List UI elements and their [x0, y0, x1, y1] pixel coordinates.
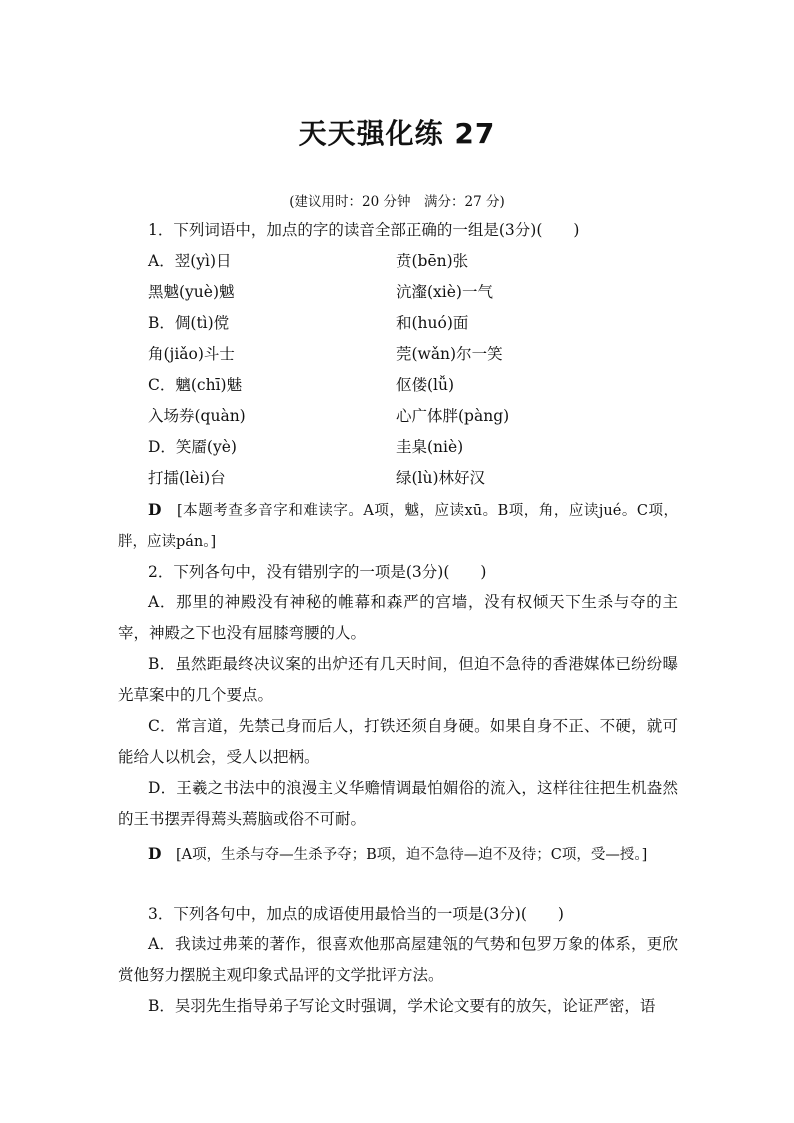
page-subtitle: (建议用时：20 分钟 满分：27 分) [289, 194, 505, 210]
q2-answer-explanation: [A项，生杀与夺—生杀予夺；B项，迫不急待—迫不及待；C项，受—授。] [175, 847, 648, 863]
q1-answer-explanation: [本题考查多音字和难读字。A项，魆，应读xū。B项，角，应读jué。C项，胖，应读pán。] [118, 503, 678, 550]
question-3-stem: 3．下列各句中，加点的成语使用最恰当的一项是(3分)( ) [148, 905, 564, 923]
q1-option-row-6-right: 心广体胖(pàng) [396, 407, 510, 425]
q2-answer [118, 838, 678, 871]
q1-option-row-5-left: C．魑(chī)魅 [148, 376, 243, 394]
q1-answer-letter: D [148, 500, 162, 519]
q1-option-row-4-left: 角(jiǎo)斗士 [148, 345, 235, 363]
q3-option-a: A．我读过弗莱的著作，很喜欢他那高屋建瓴的气势和包罗万象的体系，更欣赏他努力摆脱主观印象式品评的文学批评方法。 [118, 935, 678, 984]
q1-option-row-1-right: 贲(bēn)张 [396, 252, 469, 270]
q1-option-row-8-right: 绿(lù)林好汉 [396, 469, 486, 487]
q1-option-row-3-right: 和(huó)面 [396, 314, 469, 332]
q1-option-row-1-left: A．翌(yì)日 [148, 252, 232, 270]
q1-option-row-2-right: 沆瀣(xiè)一气 [396, 283, 493, 301]
q2-option-d: D．王羲之书法中的浪漫主义华赡情调最怕媚俗的流入，这样往往把生机盎然的王书摆弄得蔫头蔫脑或俗不可耐。 [118, 779, 678, 828]
q1-option-row-3-left: B．倜(tì)傥 [148, 314, 230, 332]
q1-option-row-7-left: D．笑靥(yè) [148, 438, 237, 456]
q1-option-row-2-left: 黑魆(yuè)魆 [148, 283, 235, 301]
q1-option-row-7-right: 圭臬(niè) [396, 438, 464, 456]
q1-answer [118, 494, 678, 558]
q3-option-b: B．吴羽先生指导弟子写论文时强调，学术论文要有的放矢，论证严密，语 [148, 997, 656, 1015]
q1-option-row-4-right: 莞(wǎn)尔一笑 [396, 345, 503, 363]
q1-option-row-6-left: 入场券(quàn) [148, 407, 246, 425]
q2-option-b: B．虽然距最终决议案的出炉还有几天时间，但迫不急待的香港媒体已纷纷曝光草案中的几个要点。 [118, 655, 678, 704]
q2-option-a: A．那里的神殿没有神秘的帷幕和森严的宫墙，没有权倾天下生杀与夺的主宰，神殿之下也没有屈膝弯腰的人。 [118, 593, 678, 642]
q2-answer-letter: D [148, 844, 162, 863]
q1-option-row-5-right: 伛偻(lǚ) [396, 376, 455, 394]
question-1-stem: 1．下列词语中，加点的字的读音全部正确的一组是(3分)( ) [148, 221, 580, 239]
q2-option-c: C．常言道，先禁己身而后人，打铁还须自身硬。如果自身不正、不硬，就可能给人以机会，受人以把柄。 [118, 717, 678, 766]
page-title: 天天强化练 27 [298, 117, 496, 150]
question-2-stem: 2．下列各句中，没有错别字的一项是(3分)( ) [148, 563, 487, 581]
q1-option-row-8-left: 打擂(lèi)台 [148, 469, 226, 487]
